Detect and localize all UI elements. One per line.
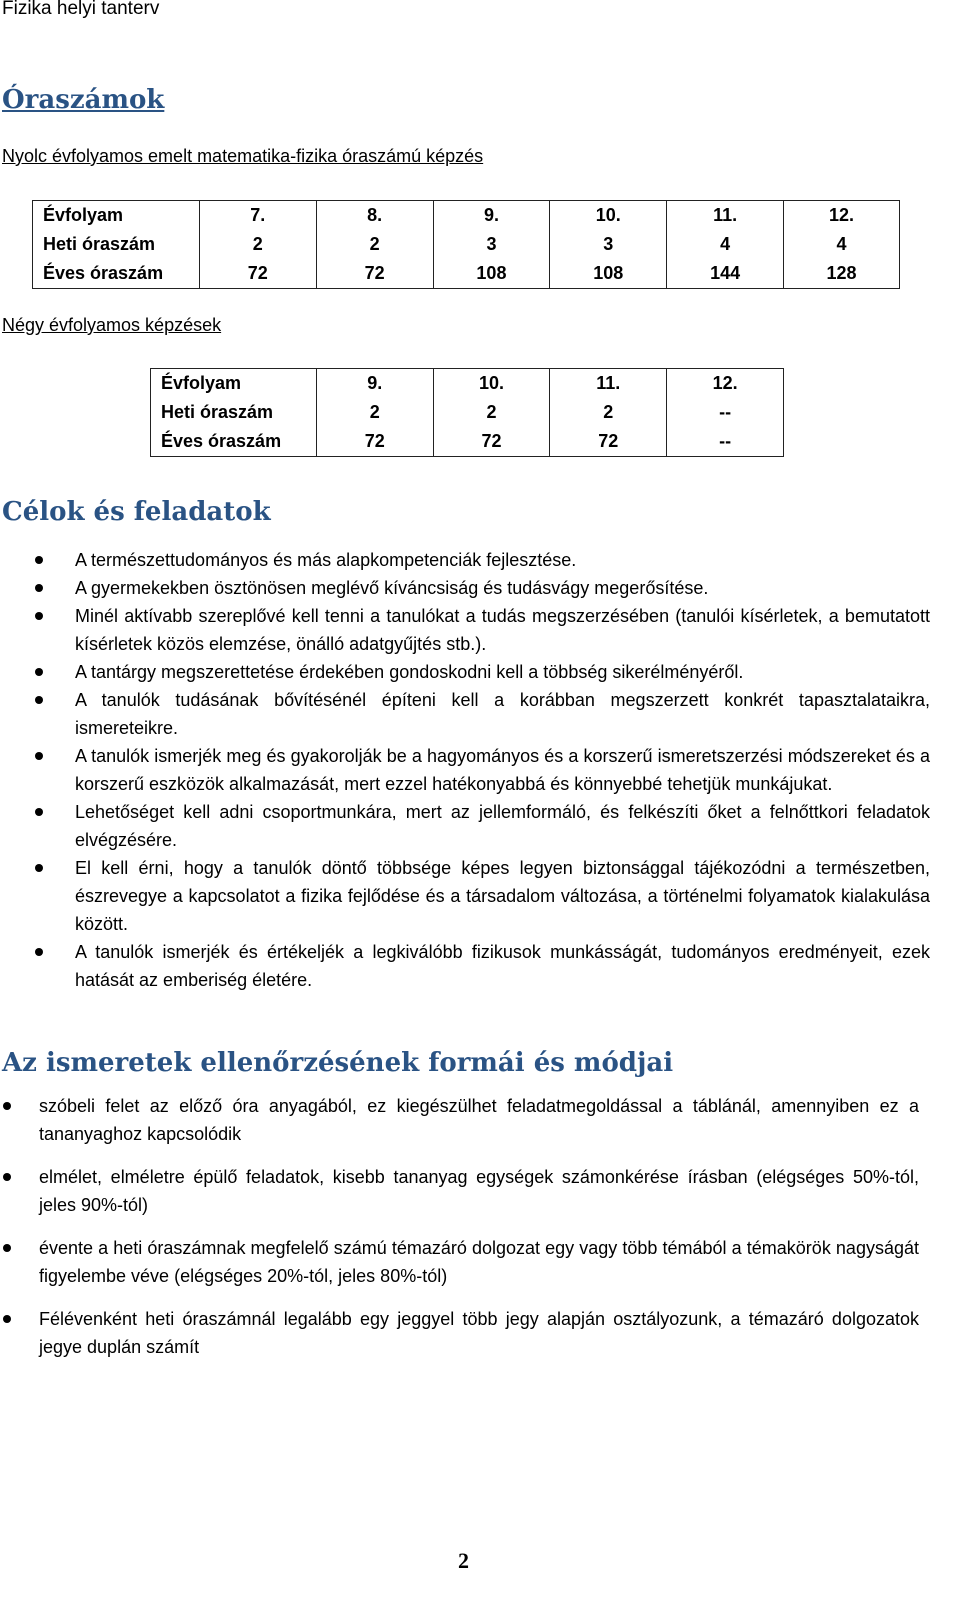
track1-subtitle: Nyolc évfolyamos emelt matematika-fizika óraszámú képzés bbox=[2, 146, 484, 166]
table-cell: 2 bbox=[316, 230, 433, 259]
list-item-text: szóbeli felet az előző óra anyagából, ez kiegészülhet feladatmegoldással a táblánál, amennyiben ez a tananyaghoz kapcsolódik bbox=[39, 1096, 919, 1144]
list-item-text: elmélet, elméletre épülő feladatok, kisebb tananyag egységek számonkérése írásban (elégséges 50%-tól, jeles 90%-tól) bbox=[39, 1167, 919, 1215]
hours-table-eight-year bbox=[32, 200, 900, 289]
page-number: 2 bbox=[458, 1548, 469, 1573]
table-cell: 72 bbox=[316, 259, 433, 289]
list-item bbox=[75, 742, 930, 798]
table-row bbox=[33, 230, 900, 259]
bullet-icon bbox=[35, 808, 43, 816]
hours-table-four-year bbox=[150, 368, 784, 457]
table-cell: 2 bbox=[199, 230, 316, 259]
list-item bbox=[75, 658, 930, 686]
table-cell: 72 bbox=[433, 427, 550, 457]
table-cell: 3 bbox=[550, 230, 667, 259]
table-cell: 10. bbox=[433, 369, 550, 399]
list-item bbox=[39, 1305, 919, 1361]
list-item bbox=[75, 798, 930, 854]
list-item-text: A tantárgy megszerettetése érdekében gondoskodni kell a többség sikerélményéről. bbox=[75, 662, 744, 682]
bullet-icon bbox=[3, 1173, 11, 1181]
table-row bbox=[151, 427, 784, 457]
table-cell: -- bbox=[667, 398, 784, 427]
row-header-cell: Heti óraszám bbox=[151, 398, 317, 427]
table-cell: 10. bbox=[550, 201, 667, 231]
table-row bbox=[33, 259, 900, 289]
list-item bbox=[75, 602, 930, 658]
table-cell: 3 bbox=[433, 230, 550, 259]
table-cell: 2 bbox=[433, 398, 550, 427]
bullet-icon bbox=[35, 752, 43, 760]
section-title-goals: Célok és feladatok bbox=[2, 497, 271, 527]
list-item bbox=[75, 938, 930, 994]
list-item-text: A tanulók ismerjék meg és gyakorolják be a hagyományos és a korszerű ismeretszerzési módszereket és a korszerű eszközök alkalmazását, mert ezzel hatékonyabbá és könnyebbé tehetjük munkájukat. bbox=[75, 746, 930, 794]
table-cell: 11. bbox=[667, 201, 784, 231]
list-item bbox=[75, 854, 930, 938]
row-header-cell: Évfolyam bbox=[151, 369, 317, 399]
list-item-text: Félévenként heti óraszámnál legalább egy jeggyel több jegy alapján osztályozunk, a témazáró dolgozatok jegye duplán számít bbox=[39, 1309, 919, 1357]
list-item bbox=[39, 1092, 919, 1148]
table-cell: 2 bbox=[550, 398, 667, 427]
list-item-text: A tanulók ismerjék és értékeljék a legkiválóbb fizikusok munkásságát, tudományos eredményeit, ezek hatását az emberiség életére. bbox=[75, 942, 930, 990]
row-header-cell: Évfolyam bbox=[33, 201, 200, 231]
table-cell: 9. bbox=[433, 201, 550, 231]
bullet-icon bbox=[35, 668, 43, 676]
list-item bbox=[75, 686, 930, 742]
table-cell: 108 bbox=[550, 259, 667, 289]
list-item-text: Minél aktívabb szereplővé kell tenni a tanulókat a tudás megszerzésében (tanulói kísérletek, a bemutatott kísérletek közös elemzése, önálló adatgyűjtés stb.). bbox=[75, 606, 930, 654]
table-cell: -- bbox=[667, 427, 784, 457]
bullet-icon bbox=[35, 584, 43, 592]
table-cell: 108 bbox=[433, 259, 550, 289]
table-cell: 72 bbox=[316, 427, 433, 457]
table-cell: 12. bbox=[784, 201, 900, 231]
table-row bbox=[151, 369, 784, 399]
row-header-cell: Éves óraszám bbox=[151, 427, 317, 457]
list-item bbox=[75, 546, 930, 574]
list-item-text: A tanulók tudásának bővítésénél építeni kell a korábban megszerzett konkrét tapasztalataikra, ismereteikre. bbox=[75, 690, 930, 738]
table-row bbox=[151, 398, 784, 427]
goals-list bbox=[75, 546, 930, 994]
table-cell: 4 bbox=[667, 230, 784, 259]
table-cell: 12. bbox=[667, 369, 784, 399]
list-item bbox=[39, 1163, 919, 1219]
bullet-icon bbox=[3, 1102, 11, 1110]
row-header-cell: Heti óraszám bbox=[33, 230, 200, 259]
table-cell: 7. bbox=[199, 201, 316, 231]
bullet-icon bbox=[35, 556, 43, 564]
section-title-hours: Óraszámok bbox=[2, 85, 165, 115]
page-header: Fizika helyi tanterv bbox=[2, 0, 160, 19]
table-cell: 72 bbox=[550, 427, 667, 457]
bullet-icon bbox=[35, 696, 43, 704]
bullet-icon bbox=[35, 948, 43, 956]
list-item bbox=[75, 574, 930, 602]
bullet-icon bbox=[3, 1315, 11, 1323]
table-row bbox=[33, 201, 900, 231]
table-cell: 9. bbox=[316, 369, 433, 399]
row-header-cell: Éves óraszám bbox=[33, 259, 200, 289]
list-item-text: Lehetőséget kell adni csoportmunkára, mert az jellemformáló, és felkészíti őket a felnőttkori feladatok elvégzésére. bbox=[75, 802, 930, 850]
table-cell: 2 bbox=[316, 398, 433, 427]
bullet-icon bbox=[35, 612, 43, 620]
table-cell: 144 bbox=[667, 259, 784, 289]
list-item bbox=[39, 1234, 919, 1290]
table-cell: 72 bbox=[199, 259, 316, 289]
table-cell: 8. bbox=[316, 201, 433, 231]
section-title-assessment: Az ismeretek ellenőrzésének formái és módjai bbox=[2, 1048, 674, 1078]
table-cell: 128 bbox=[784, 259, 900, 289]
list-item-text: El kell érni, hogy a tanulók döntő többsége képes legyen biztonsággal tájékozódni a természetben, észrevegye a kapcsolatot a fizika fejlődése és a társadalom változása, a történelmi folyamatok kialakulása között. bbox=[75, 858, 930, 934]
list-item-text: A természettudományos és más alapkompetenciák fejlesztése. bbox=[75, 550, 577, 570]
bullet-icon bbox=[3, 1244, 11, 1252]
list-item-text: évente a heti óraszámnak megfelelő számú témazáró dolgozat egy vagy több témából a témakörök nagyságát figyelembe véve (elégséges 20%-tól, jeles 80%-tól) bbox=[39, 1238, 919, 1286]
table-cell: 11. bbox=[550, 369, 667, 399]
assessment-list bbox=[39, 1092, 919, 1361]
track2-subtitle: Négy évfolyamos képzések bbox=[2, 315, 222, 335]
list-item-text: A gyermekekben ösztönösen meglévő kíváncsiság és tudásvágy megerősítése. bbox=[75, 578, 709, 598]
bullet-icon bbox=[35, 864, 43, 872]
table-cell: 4 bbox=[784, 230, 900, 259]
